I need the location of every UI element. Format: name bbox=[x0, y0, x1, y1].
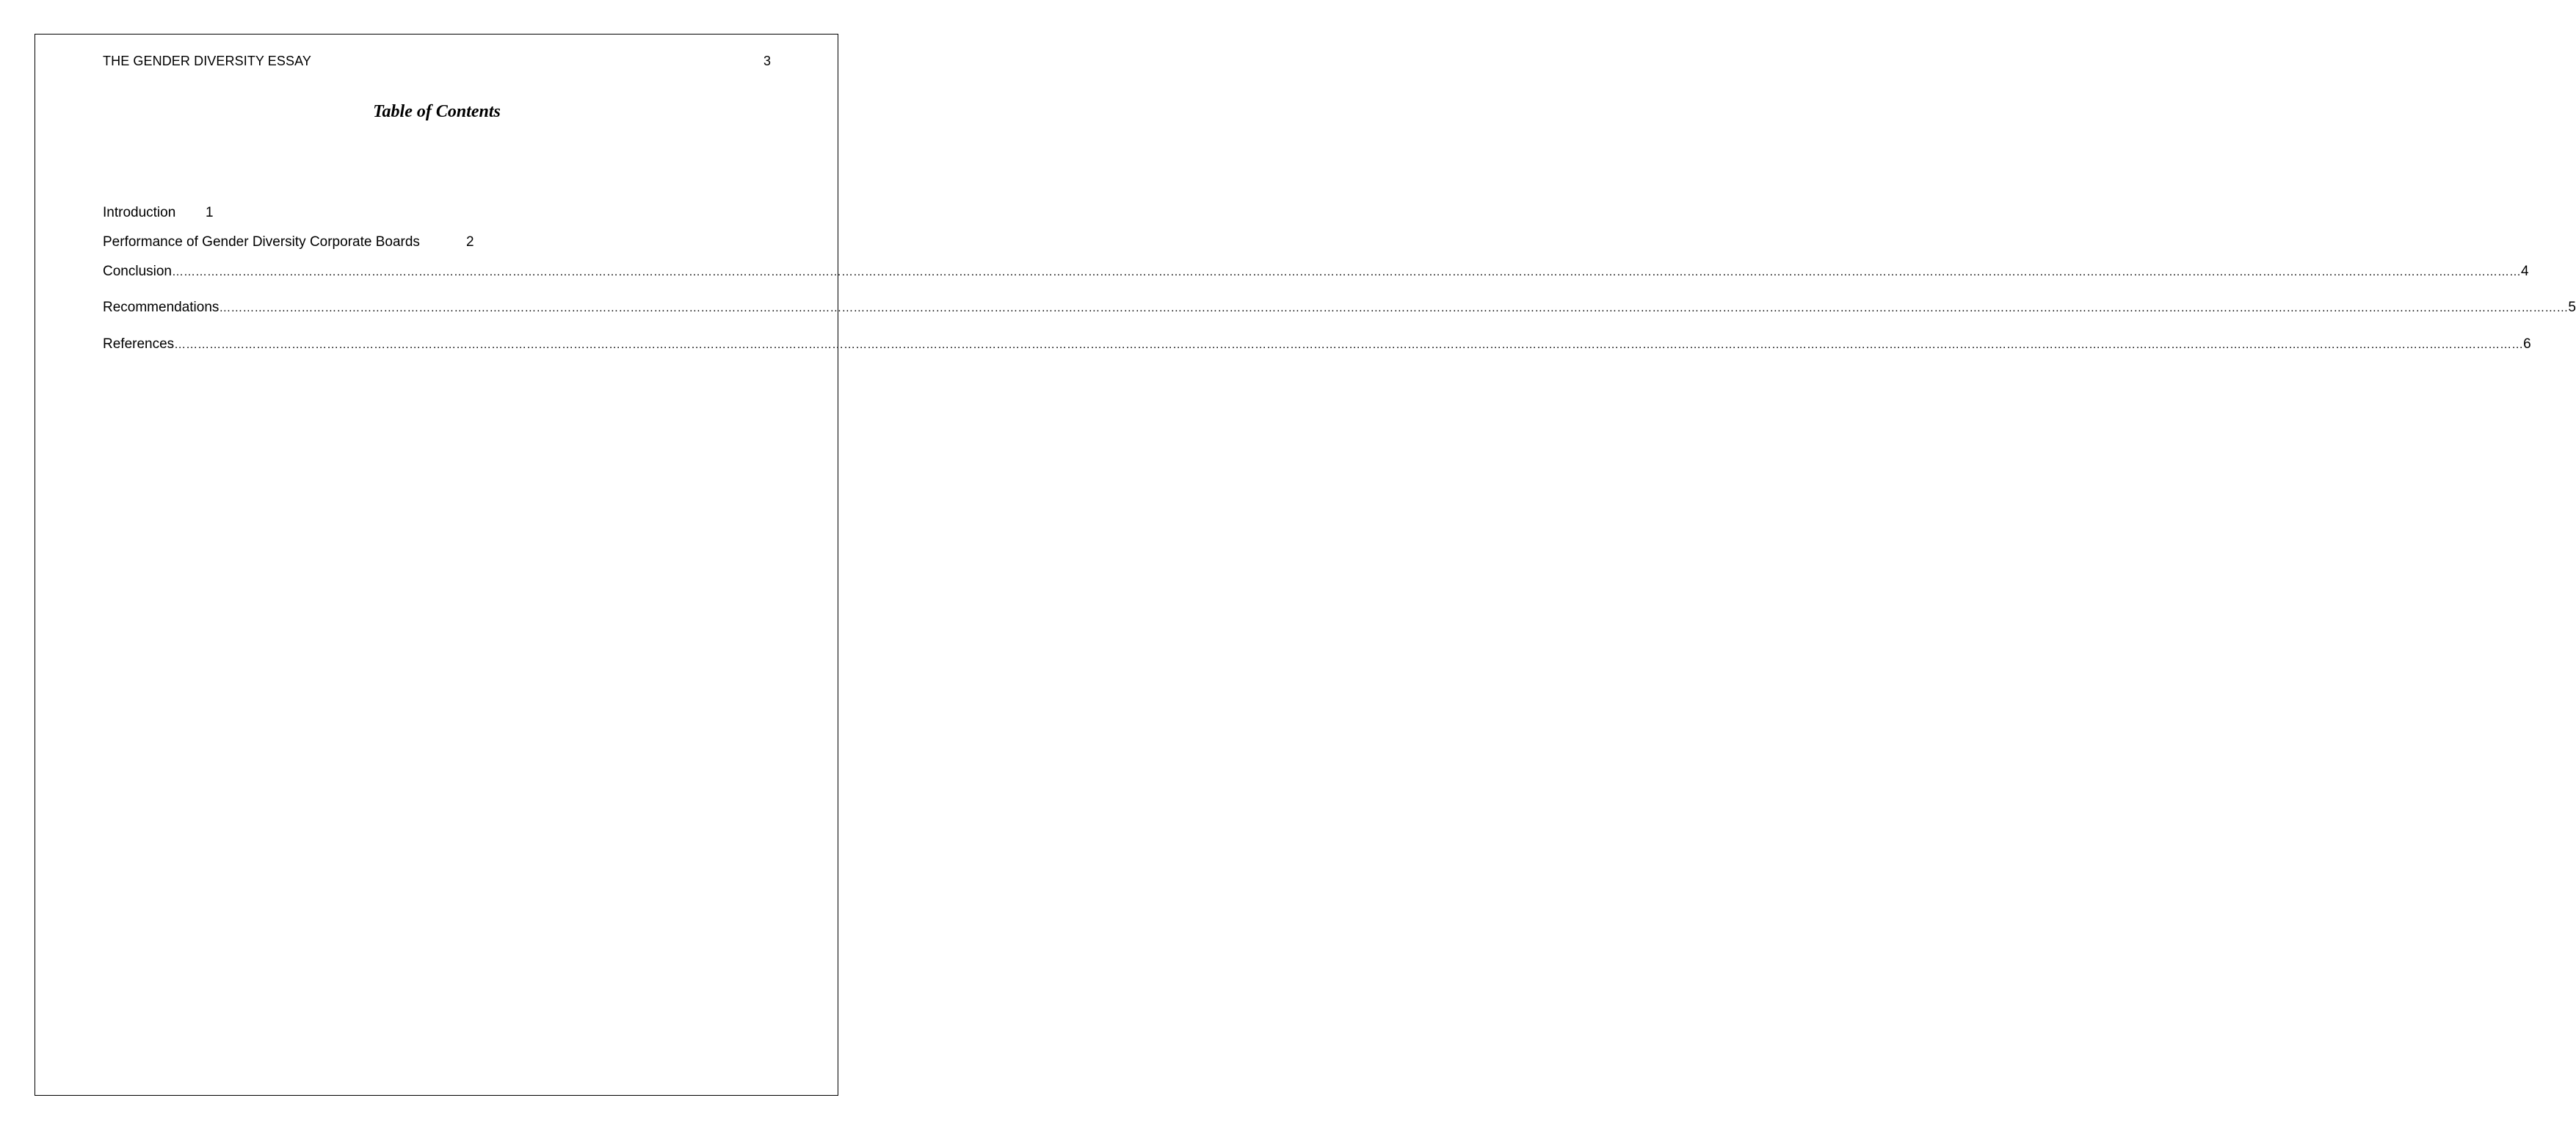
toc-entry-label: Conclusion bbox=[103, 264, 172, 279]
toc-entry-page: 2 bbox=[466, 234, 474, 250]
toc-entry-page: 6 bbox=[2523, 336, 2531, 352]
toc-entry-page: 1 bbox=[206, 205, 214, 220]
page-number: 3 bbox=[763, 54, 771, 68]
dot-leader: …………………………………………………………………………………………………………………………………………………………………………………………………………………………………………………………………………………………………………………………………………………………………………………………………………………………………………………………………………………………………………………………………………………… bbox=[172, 266, 2521, 278]
toc-entry-label: Introduction bbox=[103, 205, 176, 220]
toc-heading: Table of Contents bbox=[373, 102, 501, 121]
toc-entry-page: 5 bbox=[2568, 300, 2576, 315]
toc-entry-label: References bbox=[103, 336, 175, 352]
toc-entry-label: Recommendations bbox=[103, 300, 219, 315]
toc-entry-page: 4 bbox=[2521, 264, 2529, 279]
toc-entry-label: Performance of Gender Diversity Corporate Boards bbox=[103, 234, 420, 250]
dot-leader: …………………………………………………………………………………………………………………………………………………………………………………………………………………………………………………………………………………………………………………………………………………………………………………………………………………………………………………………………………………………………………………………………………………… bbox=[174, 339, 2524, 351]
page-border bbox=[35, 34, 838, 1096]
toc-entry-references[interactable] bbox=[103, 336, 2531, 353]
toc-entry-recommendations[interactable] bbox=[103, 300, 2576, 316]
running-head: THE GENDER DIVERSITY ESSAY bbox=[103, 54, 311, 68]
toc-entry-performance[interactable] bbox=[103, 234, 474, 250]
dot-leader: …………………………………………………………………………………………………………………………………………………………………………………………………………………………………………………………………………………………………………………………………………………………………………………………………………………………………………………………………………………………………………………………………………………… bbox=[219, 302, 2569, 314]
toc-entry-conclusion[interactable] bbox=[103, 264, 2529, 280]
toc-entry-introduction[interactable] bbox=[103, 205, 214, 221]
